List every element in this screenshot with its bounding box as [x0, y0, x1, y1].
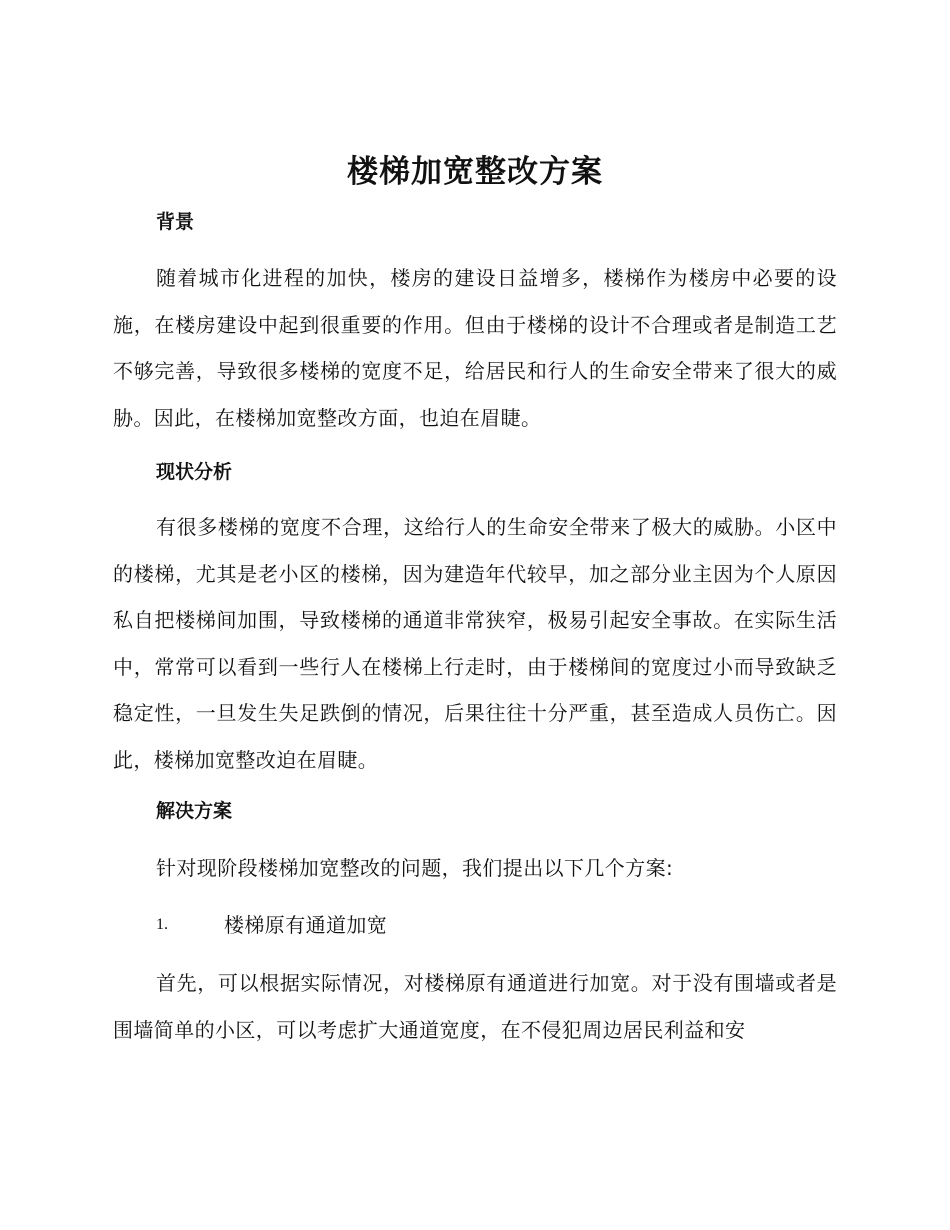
solution-intro: 针对现阶段楼梯加宽整改的问题，我们提出以下几个方案: — [156, 856, 674, 880]
list-item-text: 楼梯原有通道加宽 — [224, 913, 388, 937]
paragraph-analysis: 有很多楼梯的宽度不合理，这给行人的生命安全带来了极大的威胁。小区中的楼梯，尤其是老小区的楼梯，因为建造年代较早，加之部分业主因为个人原因私自把楼梯间加围，导致楼梯的通道非常狭窄，极易引起安全事故。在实际生活中，常常可以看到一些行人在楼梯上行走时，由于楼梯间的宽度过小而导致缺乏稳定性，一旦发生失足跌倒的情况，后果往往十分严重，甚至造成人员伤亡。因此，楼梯加宽整改迫在眉睫。 — [113, 515, 837, 772]
document-title: 楼梯加宽整改方案 — [347, 154, 603, 190]
section-heading-background: 背景 — [156, 211, 195, 233]
list-item-number: 1. — [156, 916, 168, 933]
paragraph-background: 随着城市化进程的加快，楼房的建设日益增多，楼梯作为楼房中必要的设施，在楼房建设中起到很重要的作用。但由于楼梯的设计不合理或者是制造工艺不够完善，导致很多楼梯的宽度不足，给居民和行人的生命安全带来了很大的威胁。因此，在楼梯加宽整改方面，也迫在眉睫。 — [113, 266, 837, 430]
section-heading-analysis: 现状分析 — [156, 461, 233, 483]
paragraph-solution: 首先，可以根据实际情况，对楼梯原有通道进行加宽。对于没有围墙或者是围墙简单的小区，可以考虑扩大通道宽度，在不侵犯周边居民利益和安 — [113, 971, 837, 1042]
section-heading-solution: 解决方案 — [156, 800, 233, 822]
